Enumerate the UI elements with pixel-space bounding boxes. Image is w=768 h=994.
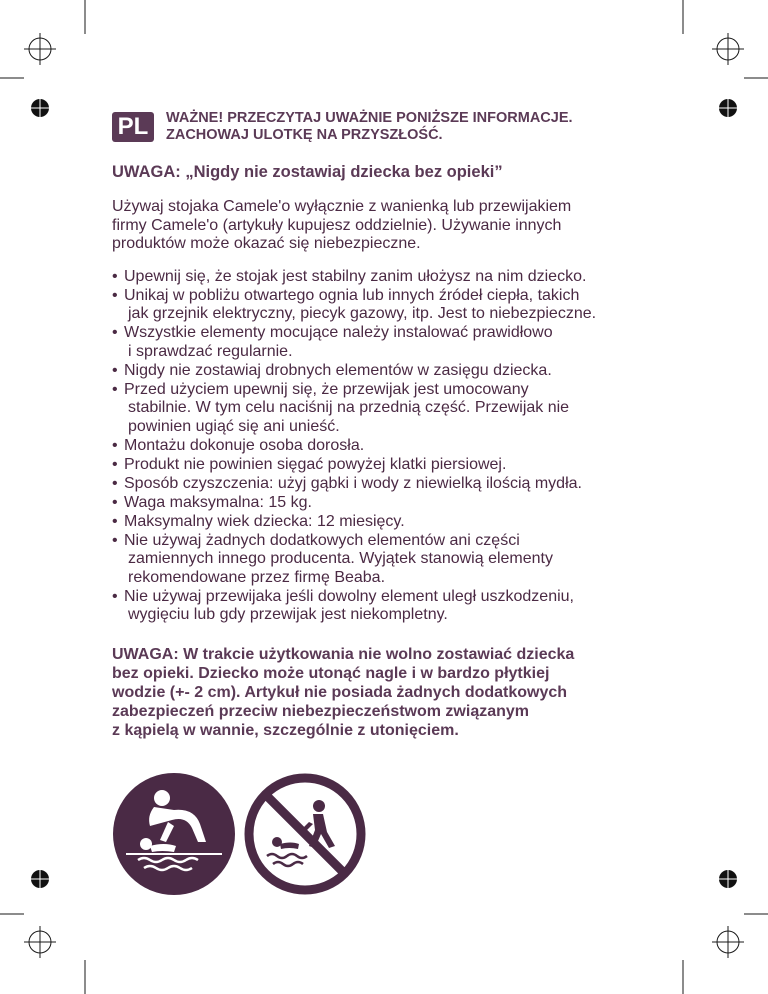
list-item: • Przed użyciem upewnij się, że przewijak jest umocowany stabilnie. W tym celu naciśnij na przednią część. Przewijak nie powinien ugiąć się ani unieść. — [112, 381, 672, 437]
language-badge: PL — [112, 112, 154, 142]
intro-line: produktów może okazać się niebezpieczne. — [112, 235, 421, 252]
intro-line: firmy Camele'o (artykuły kupujesz oddzielnie). Używanie innych — [112, 216, 562, 234]
intro-line: Używaj stojaka Camele'o wyłącznie z wanienką lub przewijakiem — [112, 198, 572, 215]
registration-dot-icon — [30, 98, 50, 118]
list-item: • Wszystkie elementy mocujące należy instalować prawidłowo i sprawdzać regularnie. — [112, 324, 672, 361]
bullet-list — [112, 268, 672, 625]
crosshair-icon — [24, 926, 56, 958]
header-line-1: WAŻNE! PRZECZYTAJ UWAŻNIE PONIŻSZE INFORMACJE. — [166, 110, 573, 126]
registration-dot-icon — [718, 869, 738, 889]
list-item: • Maksymalny wiek dziecka: 12 miesięcy. — [112, 513, 672, 532]
header-line-2: ZACHOWAJ ULOTKĘ NA PRZYSZŁOŚĆ. — [166, 127, 443, 143]
registration-dot-icon — [30, 869, 50, 889]
list-item: • Unikaj w pobliżu otwartego ognia lub innych źródeł ciepła, takich jak grzejnik elektryczny, piecyk gazowy, itp. Jest to niebezpieczne. — [112, 287, 672, 324]
crosshair-icon — [24, 33, 56, 65]
registration-dot-icon — [718, 98, 738, 118]
list-item: • Nie używaj żadnych dodatkowych elementów ani części zamiennych innego producenta. Wyjątek stanowią elementy rekomendowane przez firmę Beaba. — [112, 532, 672, 588]
list-item: • Waga maksymalna: 15 kg. — [112, 494, 672, 513]
header — [112, 110, 672, 150]
list-item: • Nie używaj przewijaka jeśli dowolny element uległ uszkodzeniu, wygięciu lub gdy przewijak jest niekompletny. — [112, 588, 672, 625]
no-unattended-baby-icon — [243, 772, 367, 896]
intro-paragraph — [112, 198, 672, 254]
list-item: • Upewnij się, że stojak jest stabilny zanim ułożysz na nim dziecko. — [112, 268, 672, 287]
list-item: • Produkt nie powinien sięgać powyżej klatki piersiowej. — [112, 456, 672, 475]
list-item: • Sposób czyszczenia: użyj gąbki i wody z niewielką ilością mydła. — [112, 475, 672, 494]
content — [112, 163, 672, 740]
final-warning: UWAGA: W trakcie użytkowania nie wolno zostawiać dziecka bez opieki. Dziecko może utonąć nagle i w bardzo płytkiej wodzie (+- 2 cm). Artykuł nie posiada żadnych dodatkowych zabezpieczeń przeciw niebezpieczeństwom związanym z kąpielą w wannie, szczególnie z utonięciem. — [112, 645, 575, 739]
list-item: • Montażu dokonuje osoba dorosła. — [112, 437, 672, 456]
adult-bathing-baby-icon — [112, 772, 236, 896]
crosshair-icon — [712, 926, 744, 958]
warning-heading: UWAGA: „Nigdy nie zostawiaj dziecka bez opieki” — [112, 163, 503, 181]
list-item: • Nigdy nie zostawiaj drobnych elementów w zasięgu dziecka. — [112, 362, 672, 381]
crosshair-icon — [712, 33, 744, 65]
